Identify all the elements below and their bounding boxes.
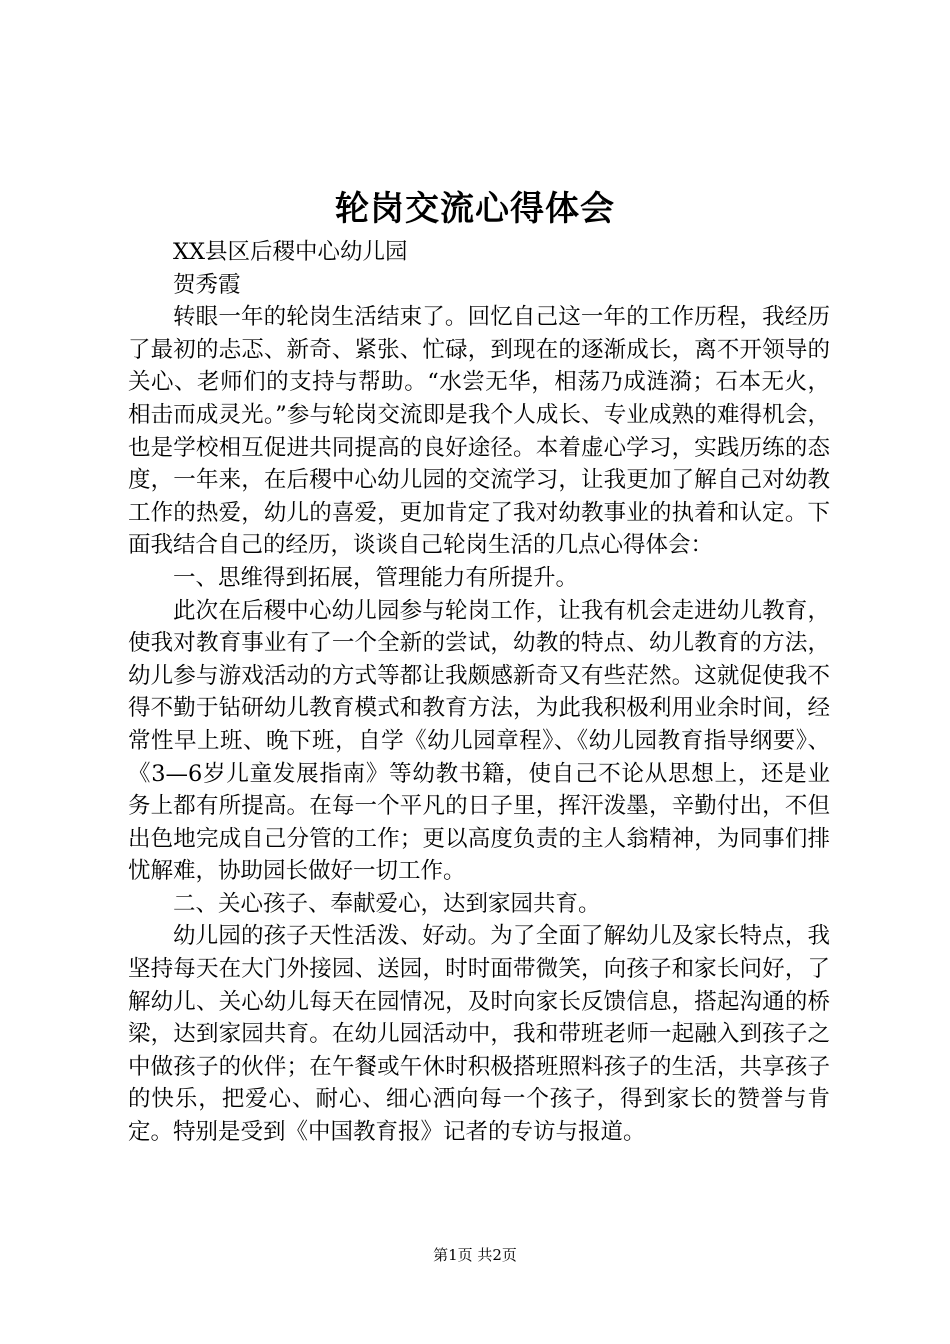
document-title: 轮岗交流心得体会 xyxy=(335,189,615,229)
organization-line: XX县区后稷中心幼儿园 xyxy=(173,239,408,265)
page-footer: 第1页 共2页 xyxy=(433,1246,517,1264)
paragraph-section-2: 幼儿园的孩子天性活泼、好动。为了全面了解幼儿及家长特点，我坚持每天在大门外接园、送园，时时面带微笑，向孩子和家长问好，了解幼儿、关心幼儿每天在园情况，及时向家长反馈信息，搭起沟通的桥梁，达到家园共育。在幼儿园活动中，我和带班老师一起融入到孩子之中做孩子的伙伴；在午餐或午休时积极搭班照料孩子的生活，共享孩子的快乐，把爱心、耐心、细心洒向每一个孩子，得到家长的赞誉与肯定。特别是受到《中国教育报》记者的专访与报道。 xyxy=(128,923,830,1146)
document-body xyxy=(128,236,830,1149)
paragraph-intro: 转眼一年的轮岗生活结束了。回忆自己这一年的工作历程，我经历了最初的忐忑、新奇、紧张、忙碌，到现在的逐渐成长，离不开领导的关心、老师们的支持与帮助。“水尝无华，相荡乃成涟漪；石本无火，相击而成灵光。”参与轮岗交流即是我个人成长、专业成熟的难得机会，也是学校相互促进共同提高的良好途径。本着虚心学习，实践历练的态度，一年来，在后稷中心幼儿园的交流学习，让我更加了解自己对幼教工作的热爱，幼儿的喜爱，更加肯定了我对幼教事业的执着和认定。下面我结合自己的经历，谈谈自己轮岗生活的几点心得体会： xyxy=(128,304,830,559)
section-heading-1: 一、思维得到拓展，管理能力有所提升。 xyxy=(173,564,579,591)
section-heading-2: 二、关心孩子、奉献爱心，达到家园共育。 xyxy=(173,890,601,917)
author-line: 贺秀霞 xyxy=(173,271,241,298)
paragraph-section-1: 此次在后稷中心幼儿园参与轮岗工作，让我有机会走进幼儿教育，使我对教育事业有了一个全新的尝试，幼教的特点、幼儿教育的方法，幼儿参与游戏活动的方式等都让我颇感新奇又有些茫然。这就促使我不得不勤于钻研幼儿教育模式和教育方法，为此我积极利用业余时间，经常性早上班、晚下班，自学《幼儿园章程》、《幼儿园教育指导纲要》、《3—6岁儿童发展指南》等幼教书籍，使自己不论从思想上，还是业务上都有所提高。在每一个平凡的日子里，挥汗泼墨，辛勤付出，不但出色地完成自己分管的工作；更以高度负责的主人翁精神，为同事们排忧解难，协助园长做好一切工作。 xyxy=(128,597,830,885)
